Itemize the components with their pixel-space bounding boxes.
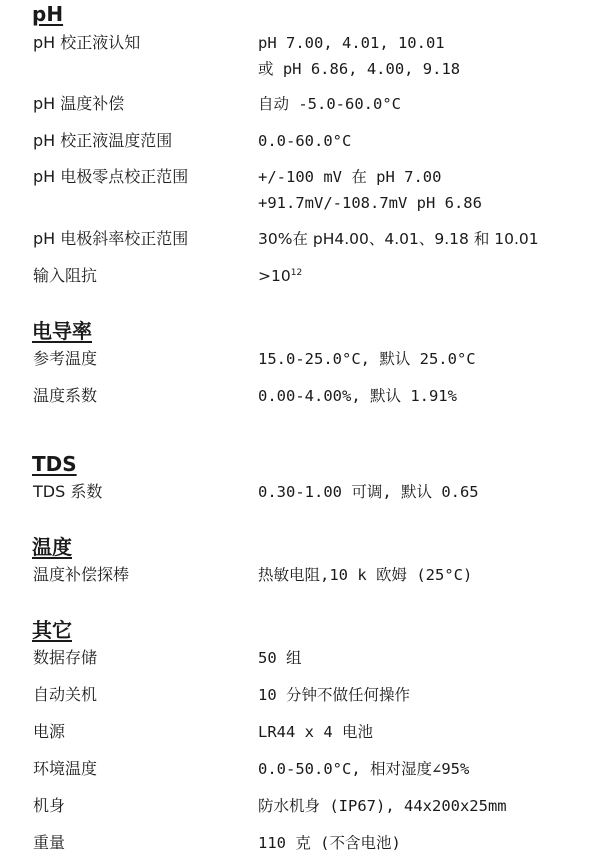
spec-value <box>258 30 460 82</box>
spec-value-line: +/-100 mV 在 pH 7.00 <box>258 168 442 186</box>
section-title-ph: pH <box>32 2 64 26</box>
spec-label: 数据存储 <box>33 648 98 667</box>
spec-label: pH 校正液温度范围 <box>33 131 173 150</box>
spec-label: TDS 系数 <box>33 482 103 501</box>
spec-label: 参考温度 <box>33 349 98 368</box>
spec-label: 输入阻抗 <box>33 266 98 285</box>
spec-label: pH 电极斜率校正范围 <box>33 229 189 248</box>
spec-label: 机身 <box>33 796 66 815</box>
section-title-conductivity: 电导率 <box>32 319 92 343</box>
spec-label: 自动关机 <box>33 685 98 704</box>
spec-label: pH 电极零点校正范围 <box>33 167 189 186</box>
spec-label: 温度补偿探棒 <box>33 565 130 584</box>
spec-value-line: 或 pH 6.86, 4.00, 9.18 <box>258 60 461 78</box>
spec-label: 电源 <box>33 722 66 741</box>
spec-value: 0.0-50.0°C, 相对湿度∠95% <box>258 760 470 778</box>
spec-value <box>258 263 302 289</box>
spec-value: 0.00-4.00%, 默认 1.91% <box>258 387 457 405</box>
spec-label: pH 校正液认知 <box>33 33 141 52</box>
spec-label: 温度系数 <box>33 386 98 405</box>
spec-value: 防水机身 (IP67), 44x200x25mm <box>258 797 507 815</box>
spec-value-line: +91.7mV/-108.7mV pH 6.86 <box>258 194 482 212</box>
impedance-base: >10 <box>258 267 291 285</box>
spec-value: 110 克 (不含电池) <box>258 834 401 852</box>
spec-label: 环境温度 <box>33 759 98 778</box>
spec-value <box>258 164 482 216</box>
spec-value: 自动 -5.0-60.0°C <box>258 95 401 113</box>
spec-value: 0.0-60.0°C <box>258 132 352 150</box>
spec-value-line: pH 7.00, 4.01, 10.01 <box>258 34 445 52</box>
spec-label: pH 温度补偿 <box>33 94 125 113</box>
spec-value: 热敏电阻,10 k 欧姆 (25°C) <box>258 566 473 584</box>
spec-value: 0.30-1.00 可调, 默认 0.65 <box>258 483 479 501</box>
spec-label: 重量 <box>33 833 66 852</box>
impedance-exponent: 12 <box>290 267 303 278</box>
spec-value: 50 组 <box>258 649 302 667</box>
section-title-tds: TDS <box>32 452 77 476</box>
spec-value: 10 分钟不做任何操作 <box>258 686 410 704</box>
spec-value: 15.0-25.0°C, 默认 25.0°C <box>258 350 476 368</box>
spec-value: LR44 x 4 电池 <box>258 723 373 741</box>
spec-value: 30%在 pH4.00、4.01、9.18 和 10.01 <box>258 230 539 248</box>
section-title-other: 其它 <box>32 618 72 642</box>
section-title-temperature: 温度 <box>32 535 72 559</box>
